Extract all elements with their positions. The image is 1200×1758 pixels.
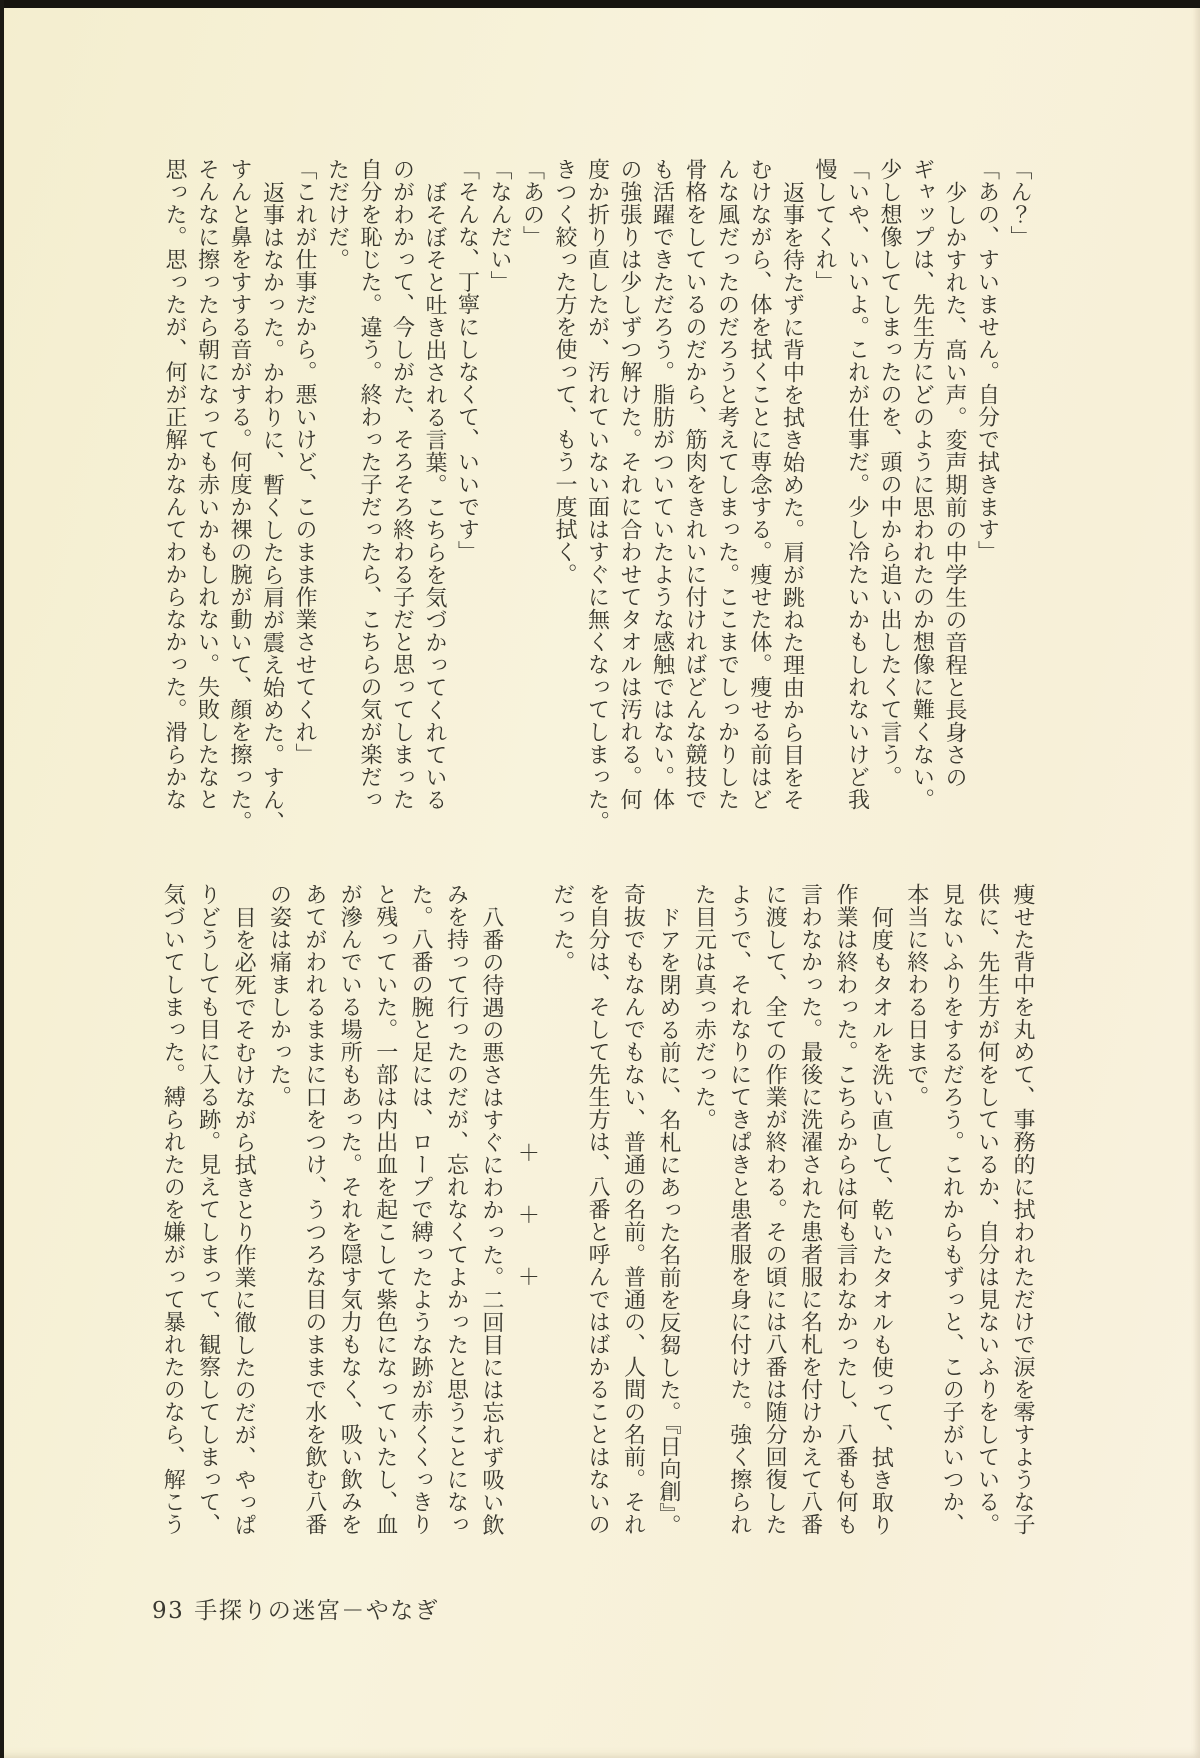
text-column: すんと鼻をすする音がする。何度か裸の腕が動いて、顔を擦った。 [227, 158, 252, 833]
text-column: 見ないふりをするだろう。これからもずっと、この子がいつか、 [939, 883, 965, 1536]
text-column: りどうしても目に入る跡。見えてしまって、観察してしまって、 [195, 883, 221, 1536]
text-column: も活躍できただろう。脂肪がついていたような感触ではない。体 [649, 158, 675, 811]
footer-title: 手探りの迷宮－やなぎ [194, 1598, 440, 1624]
text-column: 「ん？」 [1007, 158, 1032, 248]
text-column: 供に、先生方が何をしているか、自分は見ないふりをしている。 [974, 883, 1000, 1536]
text-column: ぼそぼそと吐き出される言葉。こちらを気づかってくれている [422, 181, 447, 811]
text-column: 目を必死でそむけながら拭きとり作業に徹したのだが、やっぱ [231, 906, 257, 1536]
text-column: と残っていた。一部は内出血を起こして紫色になっていたし、血 [372, 883, 398, 1536]
text-column: に渡して、全ての作業が終わる。その頃には八番は随分回復した [762, 883, 788, 1536]
text-block-top [158, 158, 1036, 858]
text-column: 奇抜でもなんでもない、普通の名前。普通の、人間の名前。それ [620, 883, 646, 1536]
text-column: 少し想像してしまったのを、頭の中から追い出したくて言う。 [877, 158, 902, 788]
text-column: 気づいてしまった。縛られたのを嫌がって暴れたのなら、解こう [160, 883, 186, 1536]
text-column: 八番の待遇の悪さはすぐにわかった。二回目には忘れず吸い飲 [478, 906, 504, 1536]
text-column: 本当に終わる日まで。 [903, 883, 929, 1108]
text-column: 作業は終わった。こちらからは何も言わなかったし、八番も何も [832, 883, 858, 1536]
scan-edge-top [0, 0, 1200, 8]
text-column: 返事はなかった。かわりに、暫くしたら肩が震え始めた。すん、 [259, 181, 285, 834]
text-column: の姿は痛ましかった。 [266, 883, 292, 1108]
text-column: 言わなかった。最後に洗濯された患者服に名札を付けかえて八番 [797, 883, 823, 1536]
text-column: ギャップは、先生方にどのように思われたのか想像に難くない。 [909, 158, 935, 811]
text-column: きつく絞った方を使って、もう一度拭く。 [552, 158, 577, 586]
text-column: 返事を待たずに背中を拭き始めた。肩が跳ねた理由から目をそ [779, 181, 805, 811]
text-column: の強張りは少しずつ解けた。それに合わせてタオルは汚れる。何 [617, 158, 642, 811]
text-column: 思った。思ったが、何が正解かなんてわからなかった。滑らかな [162, 158, 187, 811]
text-block-bottom [155, 883, 1040, 1583]
text-column: ただけだ。 [324, 158, 350, 271]
text-column: ようで、それなりにてきぱきと患者服を身に付けた。強く擦られ [726, 883, 752, 1536]
text-column: 骨格をしているのだから、筋肉をきれいに付ければどんな競技で [682, 158, 707, 811]
text-column: 慢してくれ」 [812, 158, 837, 293]
text-column: のがわかって、今しがた、そろそろ終わる子だと思ってしまった [389, 158, 415, 811]
text-column: 何度もタオルを洗い直して、乾いたタオルも使って、拭き取り [868, 906, 894, 1536]
text-column: あてがわれるままに口をつけ、うつろな目のままで水を飲む八番 [301, 883, 327, 1536]
scan-edge-left [0, 0, 4, 1758]
text-column: 「いや、いいよ。これが仕事だ。少し冷たいかもしれないけど我 [844, 158, 870, 811]
text-column: んな風だったのだろうと考えてしまった。ここまでしっかりした [714, 158, 740, 811]
page-footer [152, 1592, 439, 1625]
text-column: を自分は、そして先生方は、八番と呼んではばかることはないの [585, 883, 611, 1536]
text-column: 自分を恥じた。違う。終わった子だったら、こちらの気が楽だっ [357, 158, 382, 811]
text-column: 「そんな、丁寧にしなくて、いいです」 [454, 158, 480, 563]
page-number: 93 [152, 1598, 185, 1624]
text-column: 「なんだい」 [487, 158, 512, 293]
text-column: 「これが仕事だから。悪いけど、このまま作業させてくれ」 [292, 158, 317, 766]
text-column: た。八番の腕と足には、ロープで縛ったような跡が赤くくっきり [408, 883, 434, 1536]
text-column: 少しかすれた、高い声。変声期前の中学生の音程と長身さの [942, 181, 967, 789]
text-column: そんなに擦ったら朝になっても赤いかもしれない。失敗したなと [194, 158, 220, 811]
text-column: た目元は真っ赤だった。 [691, 883, 717, 1131]
text-column: 痩せた背中を丸めて、事務的に拭われただけで涙を零すような子 [1010, 883, 1035, 1536]
text-column: 度か折り直したが、汚れていない面はすぐに無くなってしまった。 [584, 158, 610, 833]
text-column: ドアを閉める前に、名札にあった名前を反芻した。『日向創』。 [655, 906, 681, 1537]
text-column: 「あの、すいません。自分で拭きます」 [974, 158, 1000, 563]
section-separator: ＋＋＋ [514, 1141, 540, 1327]
text-column: むけながら、体を拭くことに専念する。痩せた体。痩せる前はど [747, 158, 772, 811]
text-column: 「あの」 [519, 158, 545, 248]
text-column: みを持って行ったのだが、忘れなくてよかったと思うことになっ [443, 883, 469, 1536]
text-column: が滲んでいる場所もあった。それを隠す気力もなく、吸い飲みを [337, 883, 363, 1536]
text-column: だった。 [549, 883, 575, 973]
